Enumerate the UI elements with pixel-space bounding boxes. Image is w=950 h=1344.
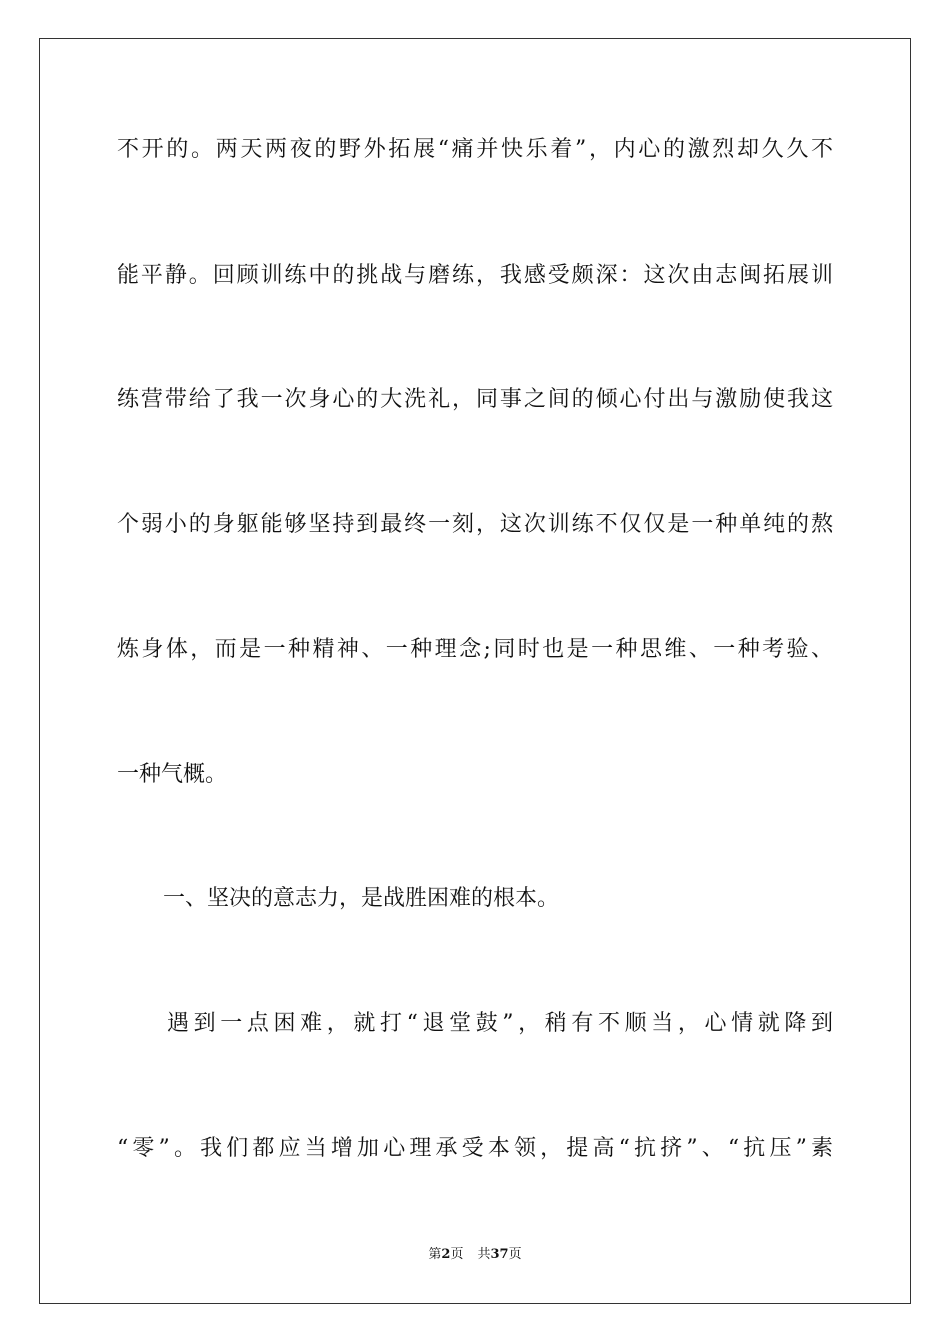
footer-total-suffix: 页 (508, 1247, 522, 1262)
footer-page-number: 2 (441, 1247, 451, 1262)
body-line-6: 一种气概。 (117, 762, 228, 787)
body-line-9: “零”。我们都应当增加心理承受本领，提高“抗挤”、“抗压”素 (117, 1136, 833, 1161)
body-line-5: 炼身体，而是一种精神、一种理念;同时也是一种思维、一种考验、 (117, 637, 833, 662)
body-line-1: 不开的。两天两夜的野外拓展“痛并快乐着”，内心的激烈却久久不 (117, 137, 833, 162)
body-line-3: 练营带给了我一次身心的大洗礼，同事之间的倾心付出与激励使我这 (117, 387, 833, 412)
page-border (39, 38, 911, 1304)
footer-total-prefix: 共 (477, 1247, 491, 1262)
section-heading: 一、坚决的意志力，是战胜困难的根本。 (163, 886, 560, 911)
body-line-4: 个弱小的身躯能够坚持到最终一刻，这次训练不仅仅是一种单纯的熬 (117, 512, 833, 537)
body-line-8: 遇到一点困难，就打“退堂鼓”，稍有不顺当，心情就降到 (167, 1011, 833, 1036)
body-line-2: 能平静。回顾训练中的挑战与磨练，我感受颇深：这次由志闽拓展训 (117, 263, 833, 288)
footer-total-number: 37 (490, 1247, 509, 1262)
page-footer (0, 1246, 950, 1264)
footer-page-prefix: 第 (428, 1247, 442, 1262)
footer-page-suffix: 页 (450, 1247, 464, 1262)
